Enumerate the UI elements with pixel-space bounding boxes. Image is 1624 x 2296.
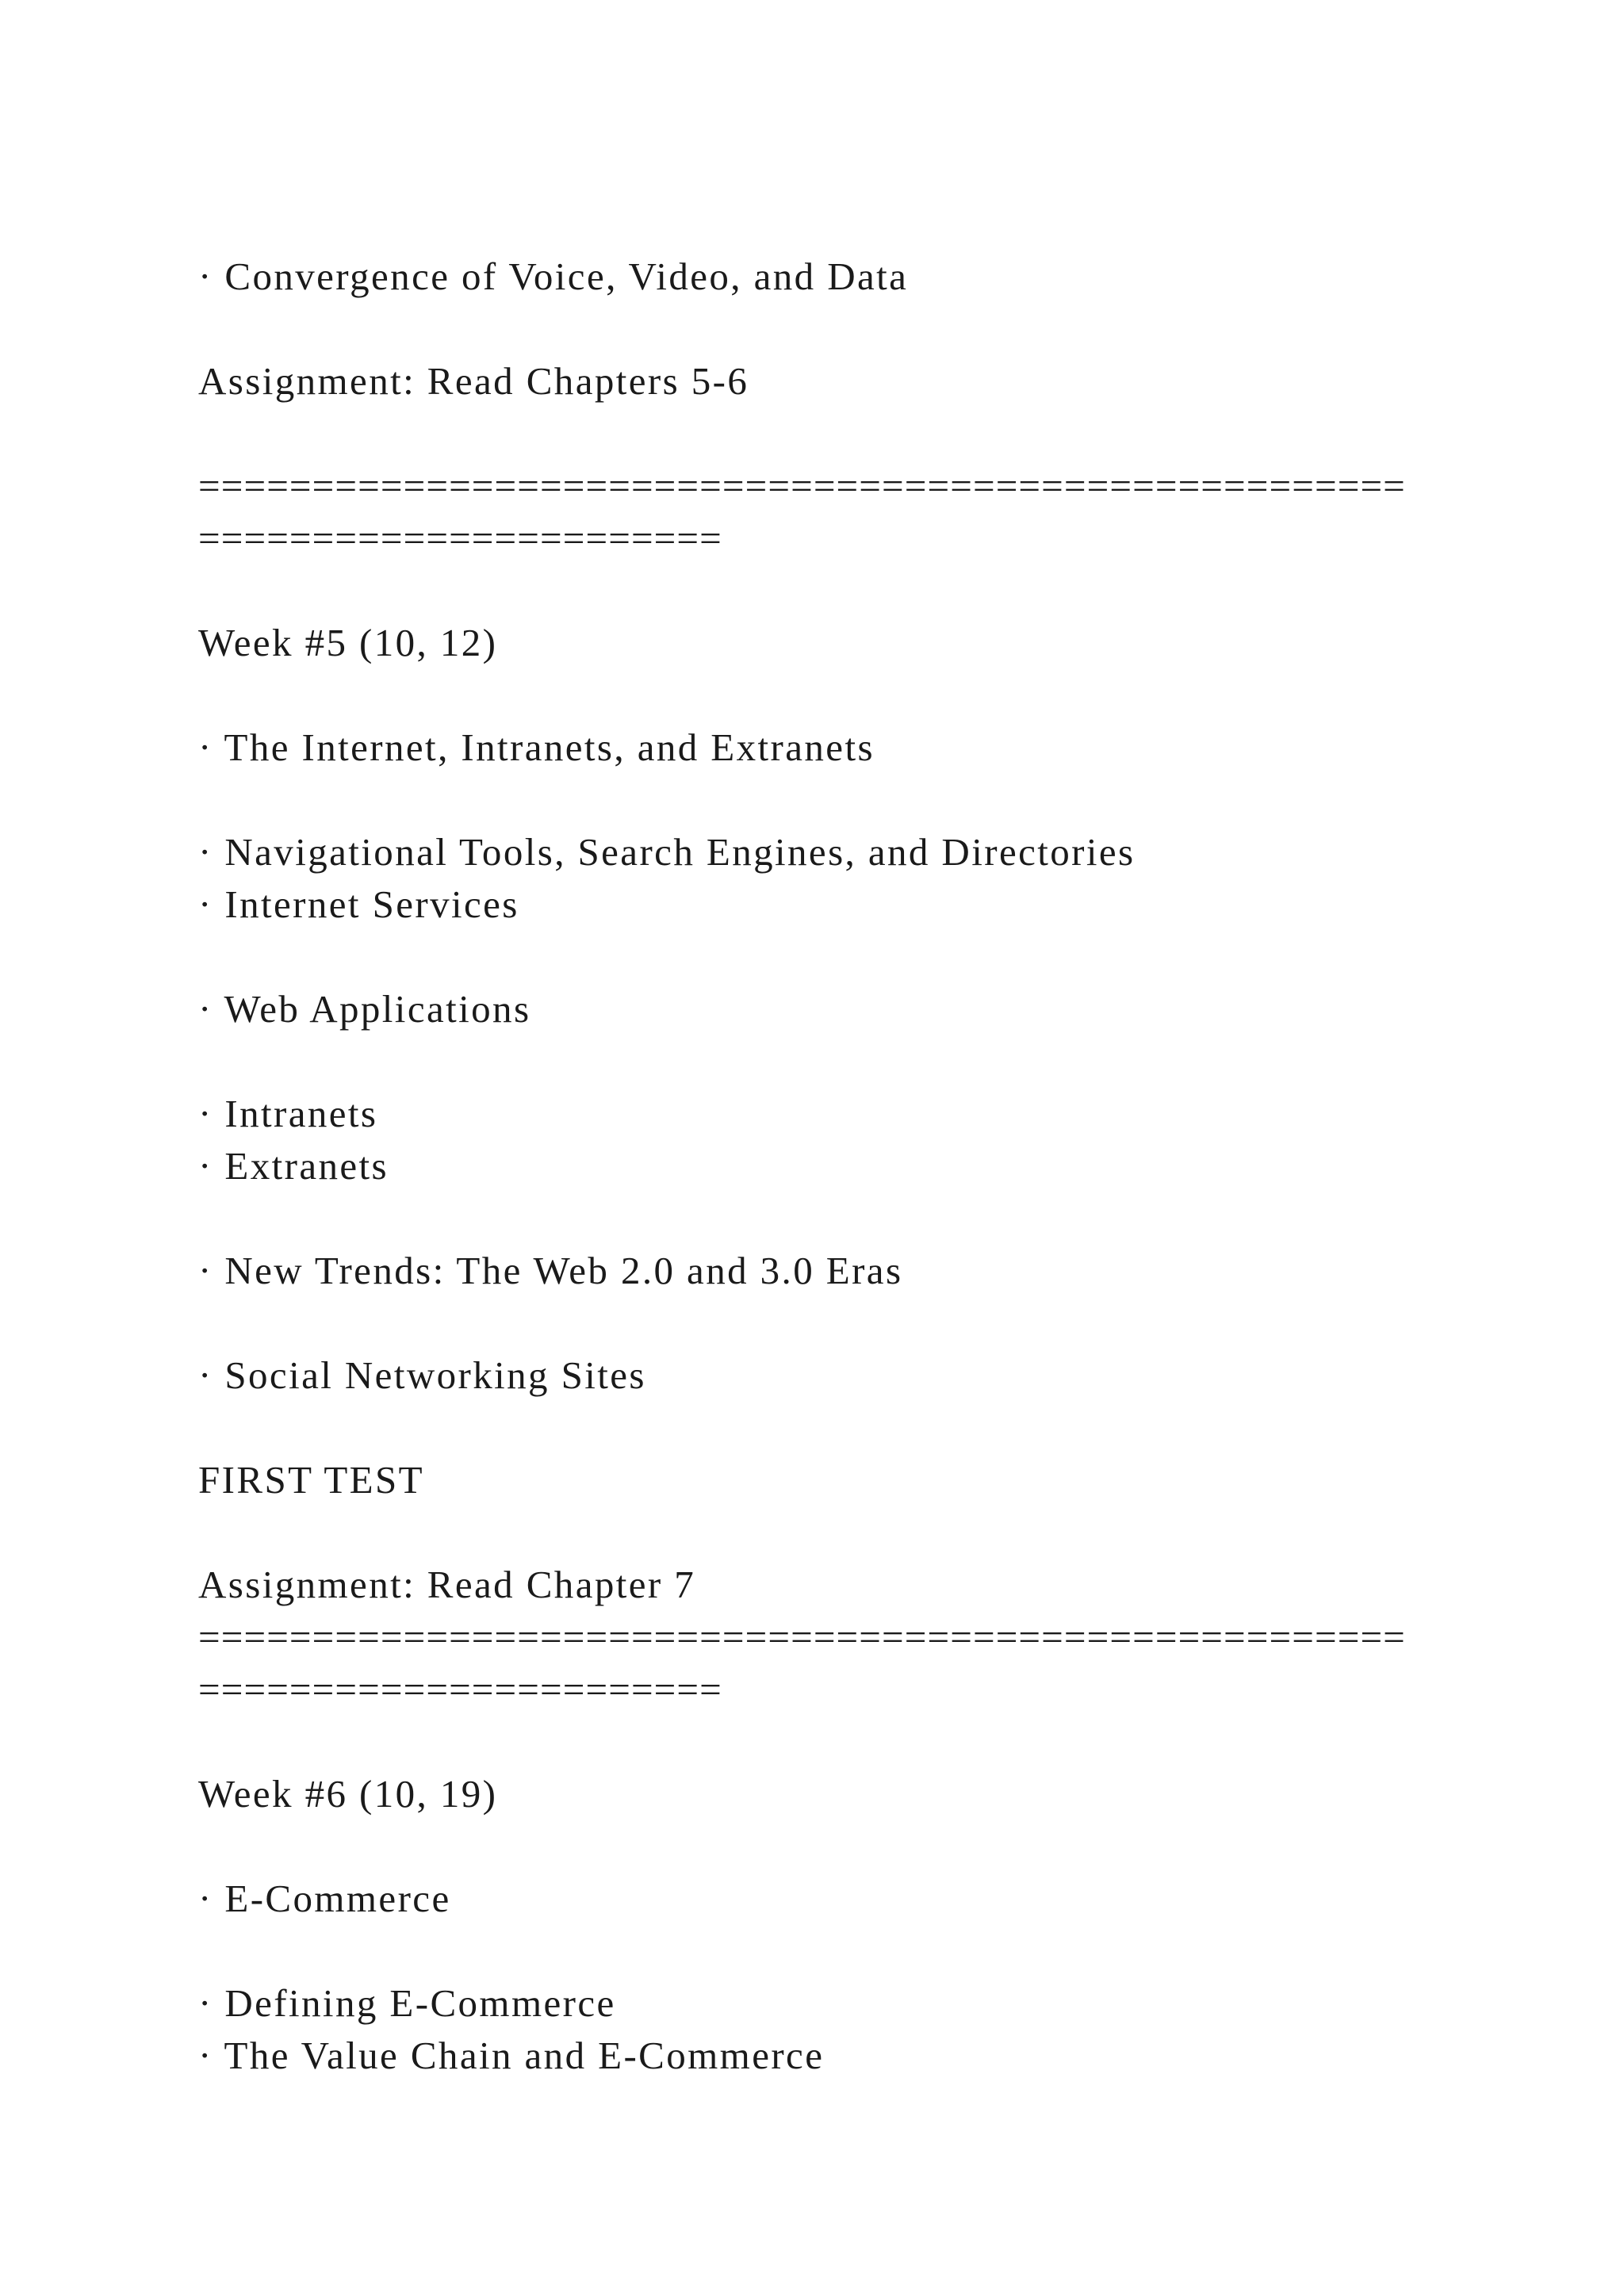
bullet-extranets: · Extranets: [198, 1144, 389, 1188]
bullet-internet-services: · Internet Services: [198, 882, 519, 926]
bullet-convergence: · Convergence of Voice, Video, and Data: [198, 254, 909, 298]
first-test-heading: FIRST TEST: [198, 1458, 424, 1502]
separator-rule-2b: =======================: [198, 1667, 722, 1711]
assignment-chapter-7: Assignment: Read Chapter 7: [198, 1563, 696, 1606]
assignment-chapters-5-6: Assignment: Read Chapters 5-6: [198, 359, 749, 403]
bullet-navigational-tools: · Navigational Tools, Search Engines, and Directories: [198, 830, 1136, 874]
week-6-heading: Week #6 (10, 19): [198, 1772, 498, 1816]
bullet-new-trends: · New Trends: The Web 2.0 and 3.0 Eras: [198, 1249, 903, 1292]
bullet-intranets: · Intranets: [198, 1092, 378, 1135]
separator-rule-2a: =====================================================: [198, 1615, 1406, 1659]
separator-rule-1b: =======================: [198, 516, 722, 560]
separator-rule-1a: =====================================================: [198, 464, 1406, 507]
bullet-web-applications: · Web Applications: [198, 987, 531, 1031]
bullet-e-commerce: · E-Commerce: [198, 1877, 451, 1920]
week-5-heading: Week #5 (10, 12): [198, 621, 498, 664]
bullet-value-chain: · The Value Chain and E-Commerce: [198, 2034, 825, 2077]
bullet-internet-intranets-extranets: · The Internet, Intranets, and Extranets: [198, 725, 875, 769]
bullet-defining-e-commerce: · Defining E-Commerce: [198, 1981, 616, 2025]
bullet-social-networking: · Social Networking Sites: [198, 1353, 646, 1397]
